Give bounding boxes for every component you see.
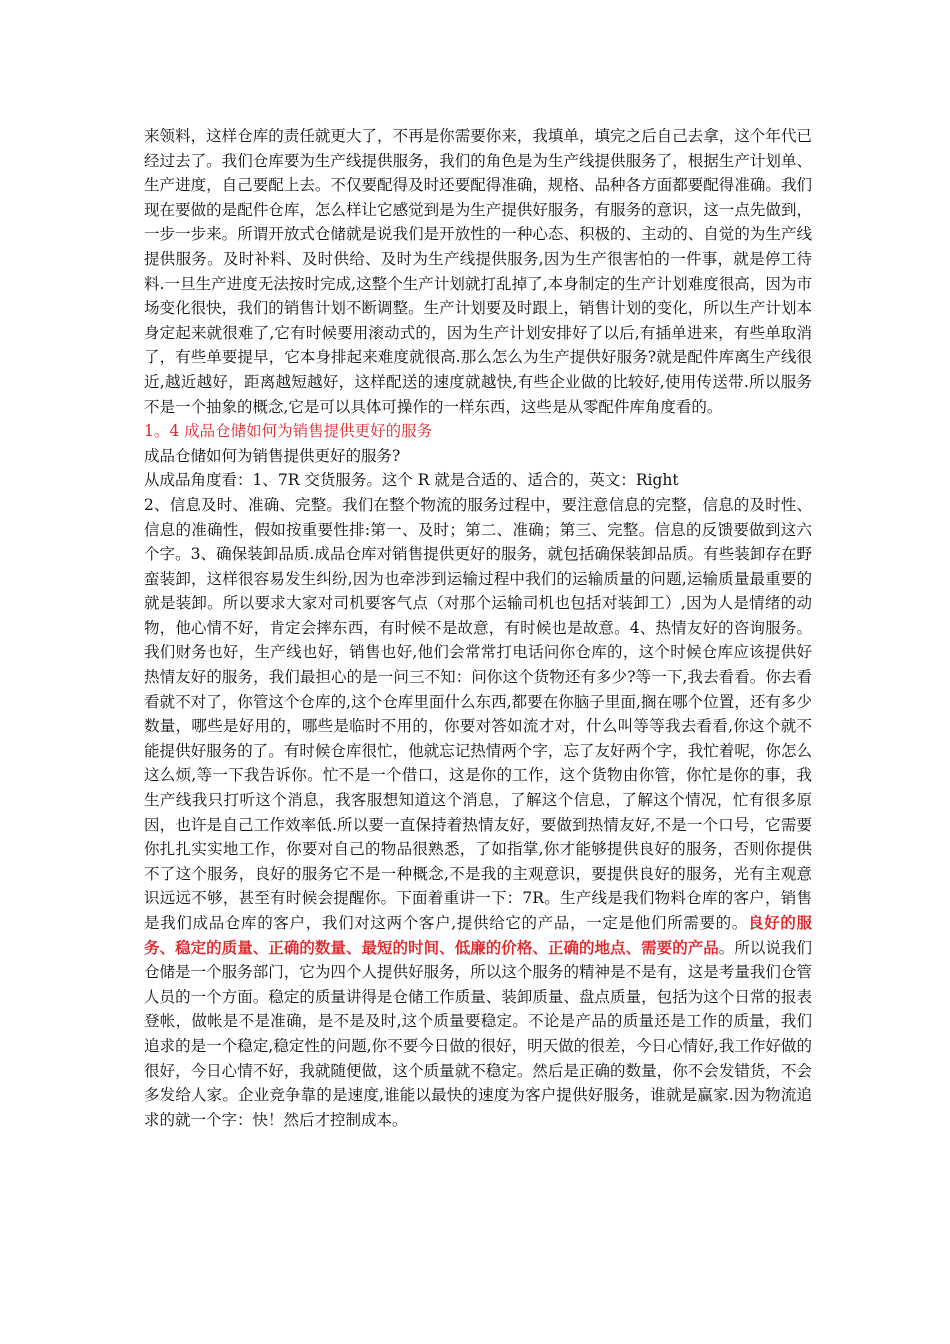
highlighted-service-list: 良好的服务、稳定的质量、正确的数量、最短的时间、低廉的价格、正确的地点、需要的产品: [144, 913, 812, 957]
section-heading: 1。4 成品仓储如何为销售提供更好的服务: [144, 422, 433, 441]
seven-r-line: 从成品角度看：1、7R 交货服务。这个 R 就是合适的、适合的，英文：Right: [144, 471, 679, 490]
service-paragraph-text: 2、信息及时、准确、完整。我们在整个物流的服务过程中，要注意信息的完整，信息的及时性、信息的准确性，假如按重要性排:第一、及时；第二、准确；第三、完整。信息的反馈要做到这六个字。3、确保装卸品质.成品仓库对销售提供更好的服务，就包括确保装卸品质。有些装卸存在野蛮装卸，这样很容易发生纠纷,因为也牵涉到运输过程中我们的运输质量的问题,运输质量最重要的就是装卸。所以要求大家对司机要客气点（对那个运输司机也包括对装卸工）,因为人是情绪的动物，他心情不好，肯定会摔东西，有时候不是故意，有时候也是故意。4、热情友好的咨询服务。我们财务也好，生产线也好，销售也好,他们会常常打电话问你仓库的，这个时候仓库应该提供好热情友好的服务，我们最担心的是一问三不知：问你这个货物还有多少?等一下,我去看看。你去看看就不对了，你管这个仓库的,这个仓库里面什么东西,都要在你脑子里面,搁在哪个位置，还有多少数量，哪些是好用的，哪些是临时不用的，你要对答如流才对，什么叫等等我去看看,你这个就不能提供好服务的了。有时候仓库很忙，他就忘记热情两个字，忘了友好两个字，我忙着呢，你怎么这么烦,等一下我告诉你。忙不是一个借口，这是你的工作，这个货物由你管，你忙是你的事，我生产线我只打听这个消息，我客服想知道这个消息，了解这个信息，了解这个情况，忙有很多原因，也许是自己工作效率低.所以要一直保持着热情友好，要做到热情友好,不是一个口号，它需要你扎扎实实地工作，你要对自己的物品很熟悉，了如指掌,你才能够提供良好的服务，否则你提供不了这个服务，良好的服务它不是一种概念,不是我的主观意识，要提供良好的服务，光有主观意识远远不够，甚至有时候会提醒你。下面着重讲一下：7R。生产线是我们物料仓库的客户，销售是我们成品仓库的客户，我们对这两个客户,提供给它的产品，一定是他们所需要的。: [144, 495, 812, 932]
service-paragraph-continuation: 。所以说我们仓储是一个服务部门，它为四个人提供好服务，所以这个服务的精神是不是有，这是考量我们仓管人员的一个方面。稳定的质量讲得是仓储工作质量、装卸质量、盘点质量，包括为这个日常的报表登帐，做帐是不是准确，是不是及时,这个质量要稳定。不论是产品的质量还是工作的质量，我们追求的是一个稳定,稳定性的问题,你不要今日做的很好，明天做的很差，今日心情好,我工作好做的很好，今日心情不好，我就随便做，这个质量就不稳定。然后是正确的数量，你不会发错货，不会多发给人家。企业竞争靠的是速度,谁能以最快的速度为客户提供好服务，谁就是赢家.因为物流追求的就一个字：快！然后才控制成本。: [144, 938, 812, 1129]
service-paragraph: [144, 493, 812, 1132]
question-line: 成品仓储如何为销售提供更好的服务?: [144, 446, 401, 465]
document-body: [144, 124, 812, 1132]
intro-paragraph: 来领料，这样仓库的责任就更大了，不再是你需要你来，我填单，填完之后自己去拿，这个年代已经过去了。我们仓库要为生产线提供服务，我们的角色是为生产线提供服务了，根据生产计划单、生产进度，自己要配上去。不仅要配得及时还要配得准确，规格、品种各方面都要配得准确。我们现在要做的是配件仓库，怎么样让它感觉到是为生产提供好服务，有服务的意识，这一点先做到，一步一步来。所谓开放式仓储就是说我们是开放性的一种心态、积极的、主动的、自觉的为生产线提供服务。及时补料、及时供给、及时为生产线提供服务,因为生产很害怕的一件事，就是停工待料.一旦生产进度无法按时完成,这整个生产计划就打乱掉了,本身制定的生产计划难度很高，因为市场变化很快，我们的销售计划不断调整。生产计划要及时跟上，销售计划的变化，所以生产计划本身定起来就很难了,它有时候要用滚动式的，因为生产计划安排好了以后,有插单进来，有些单取消了，有些单要提早，它本身排起来难度就很高.那么怎么为生产提供好服务?就是配件库离生产线很近,越近越好，距离越短越好，这样配送的速度就越快,有些企业做的比较好,使用传送带.所以服务不是一个抽象的概念,它是可以具体可操作的一样东西，这些是从零配件库角度看的。: [144, 127, 812, 416]
